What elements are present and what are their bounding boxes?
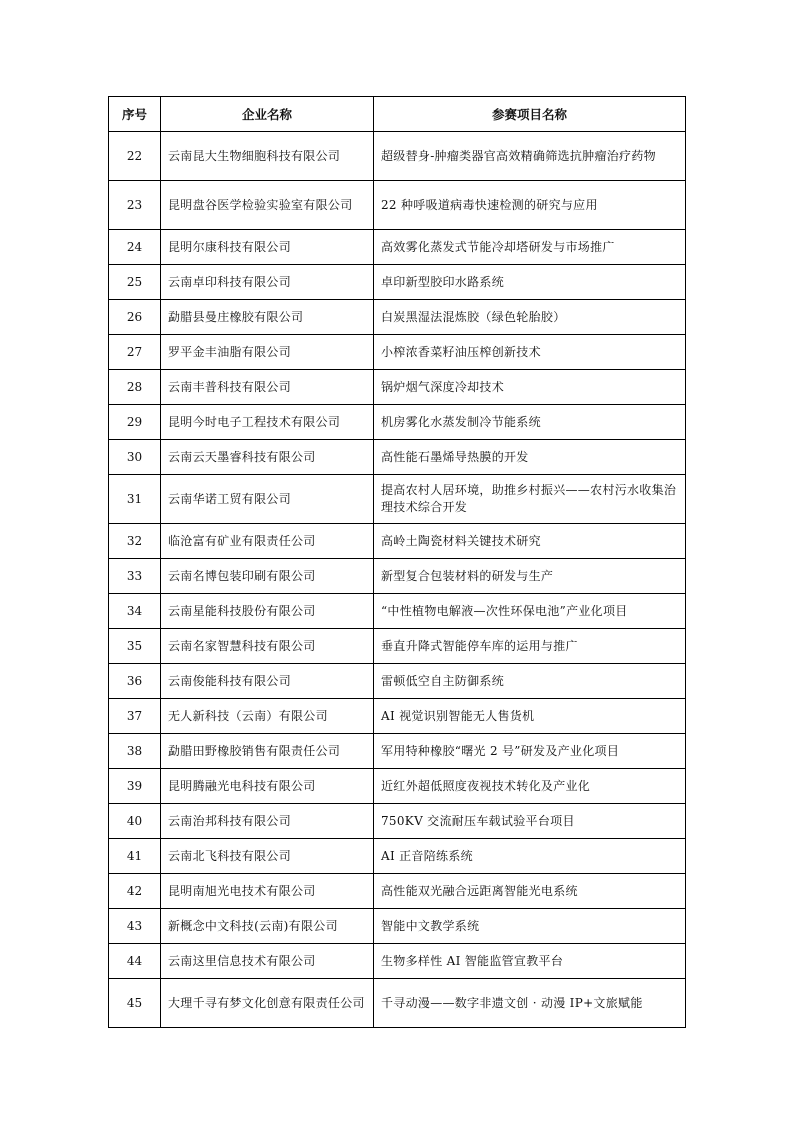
serial-number-cell: 34 [109, 594, 161, 629]
table-row [109, 370, 686, 405]
table-row [109, 979, 686, 1028]
serial-number-cell: 32 [109, 524, 161, 559]
company-name-cell: 勐腊县曼庄橡胶有限公司 [161, 300, 374, 335]
company-name-cell: 昆明南旭光电技术有限公司 [161, 874, 374, 909]
project-name-cell: AI 视觉识别智能无人售货机 [374, 699, 686, 734]
project-name-cell: 高岭土陶瓷材料关键技术研究 [374, 524, 686, 559]
project-name-cell: 机房雾化水蒸发制冷节能系统 [374, 405, 686, 440]
serial-number-cell: 30 [109, 440, 161, 475]
project-name-cell: 22 种呼吸道病毒快速检测的研究与应用 [374, 181, 686, 230]
company-name-cell: 无人新科技（云南）有限公司 [161, 699, 374, 734]
project-name-cell: 卓印新型胶印水路系统 [374, 265, 686, 300]
serial-number-cell: 31 [109, 475, 161, 524]
serial-number-cell: 27 [109, 335, 161, 370]
company-name-cell: 云南云天墨睿科技有限公司 [161, 440, 374, 475]
company-name-cell: 云南名家智慧科技有限公司 [161, 629, 374, 664]
serial-number-cell: 43 [109, 909, 161, 944]
table-row [109, 559, 686, 594]
project-name-cell: 提高农村人居环境，助推乡村振兴——农村污水收集治理技术综合开发 [374, 475, 686, 524]
project-name-cell: 750KV 交流耐压车载试验平台项目 [374, 804, 686, 839]
table-header-row [109, 97, 686, 132]
serial-number-cell: 39 [109, 769, 161, 804]
project-name-cell: 军用特种橡胶“曙光 2 号”研发及产业化项目 [374, 734, 686, 769]
serial-number-cell: 38 [109, 734, 161, 769]
table-row [109, 524, 686, 559]
table-row [109, 944, 686, 979]
company-name-cell: 云南华诺工贸有限公司 [161, 475, 374, 524]
company-name-cell: 云南星能科技股份有限公司 [161, 594, 374, 629]
company-name-cell: 勐腊田野橡胶销售有限责任公司 [161, 734, 374, 769]
project-name-cell: 生物多样性 AI 智能监管宣教平台 [374, 944, 686, 979]
project-name-cell: 雷顿低空自主防御系统 [374, 664, 686, 699]
company-name-cell: 云南治邦科技有限公司 [161, 804, 374, 839]
project-name-cell: “中性植物电解液—次性环保电池”产业化项目 [374, 594, 686, 629]
table-row [109, 664, 686, 699]
table-row [109, 440, 686, 475]
serial-number-cell: 25 [109, 265, 161, 300]
project-name-cell: 高性能双光融合远距离智能光电系统 [374, 874, 686, 909]
enterprise-project-table [108, 96, 686, 1028]
table-row [109, 699, 686, 734]
serial-number-cell: 23 [109, 181, 161, 230]
project-name-cell: 新型复合包装材料的研发与生产 [374, 559, 686, 594]
serial-number-cell: 42 [109, 874, 161, 909]
company-name-cell: 昆明今时电子工程技术有限公司 [161, 405, 374, 440]
table-row [109, 594, 686, 629]
project-name-cell: 锅炉烟气深度冷却技术 [374, 370, 686, 405]
project-name-cell: 超级替身-肿瘤类器官高效精确筛选抗肿瘤治疗药物 [374, 132, 686, 181]
table-row [109, 132, 686, 181]
serial-number-cell: 36 [109, 664, 161, 699]
company-name-cell: 昆明盘谷医学检验实验室有限公司 [161, 181, 374, 230]
header-project-name: 参赛项目名称 [374, 97, 686, 132]
company-name-cell: 云南卓印科技有限公司 [161, 265, 374, 300]
table-row [109, 769, 686, 804]
project-name-cell: 白炭黑湿法混炼胶（绿色轮胎胶） [374, 300, 686, 335]
header-company-name: 企业名称 [161, 97, 374, 132]
company-name-cell: 大理千寻有梦文化创意有限责任公司 [161, 979, 374, 1028]
serial-number-cell: 41 [109, 839, 161, 874]
table-row [109, 734, 686, 769]
header-serial-number: 序号 [109, 97, 161, 132]
project-name-cell: 垂直升降式智能停车库的运用与推广 [374, 629, 686, 664]
serial-number-cell: 35 [109, 629, 161, 664]
table-row [109, 804, 686, 839]
table-row [109, 405, 686, 440]
table-row [109, 629, 686, 664]
project-name-cell: 智能中文教学系统 [374, 909, 686, 944]
serial-number-cell: 37 [109, 699, 161, 734]
serial-number-cell: 44 [109, 944, 161, 979]
serial-number-cell: 45 [109, 979, 161, 1028]
company-name-cell: 云南昆大生物细胞科技有限公司 [161, 132, 374, 181]
serial-number-cell: 33 [109, 559, 161, 594]
project-name-cell: 近红外超低照度夜视技术转化及产业化 [374, 769, 686, 804]
project-name-cell: 高效雾化蒸发式节能冷却塔研发与市场推广 [374, 230, 686, 265]
company-name-cell: 昆明尔康科技有限公司 [161, 230, 374, 265]
project-name-cell: 小榨浓香菜籽油压榨创新技术 [374, 335, 686, 370]
table-row [109, 230, 686, 265]
serial-number-cell: 29 [109, 405, 161, 440]
company-name-cell: 云南名博包装印刷有限公司 [161, 559, 374, 594]
company-name-cell: 临沧富有矿业有限责任公司 [161, 524, 374, 559]
company-name-cell: 昆明腾融光电科技有限公司 [161, 769, 374, 804]
company-name-cell: 新概念中文科技(云南)有限公司 [161, 909, 374, 944]
serial-number-cell: 40 [109, 804, 161, 839]
table-row [109, 839, 686, 874]
company-name-cell: 云南丰普科技有限公司 [161, 370, 374, 405]
company-name-cell: 云南这里信息技术有限公司 [161, 944, 374, 979]
company-name-cell: 云南北飞科技有限公司 [161, 839, 374, 874]
page-body [108, 96, 685, 1028]
table-row [109, 874, 686, 909]
table-row [109, 300, 686, 335]
serial-number-cell: 28 [109, 370, 161, 405]
project-name-cell: 千寻动漫——数字非遗文创 · 动漫 IP+文旅赋能 [374, 979, 686, 1028]
company-name-cell: 云南俊能科技有限公司 [161, 664, 374, 699]
table-row [109, 335, 686, 370]
table-body [109, 132, 686, 1028]
project-name-cell: 高性能石墨烯导热膜的开发 [374, 440, 686, 475]
serial-number-cell: 22 [109, 132, 161, 181]
serial-number-cell: 24 [109, 230, 161, 265]
table-row [109, 475, 686, 524]
serial-number-cell: 26 [109, 300, 161, 335]
table-row [109, 265, 686, 300]
table-row [109, 181, 686, 230]
company-name-cell: 罗平金丰油脂有限公司 [161, 335, 374, 370]
project-name-cell: AI 正音陪练系统 [374, 839, 686, 874]
table-row [109, 909, 686, 944]
